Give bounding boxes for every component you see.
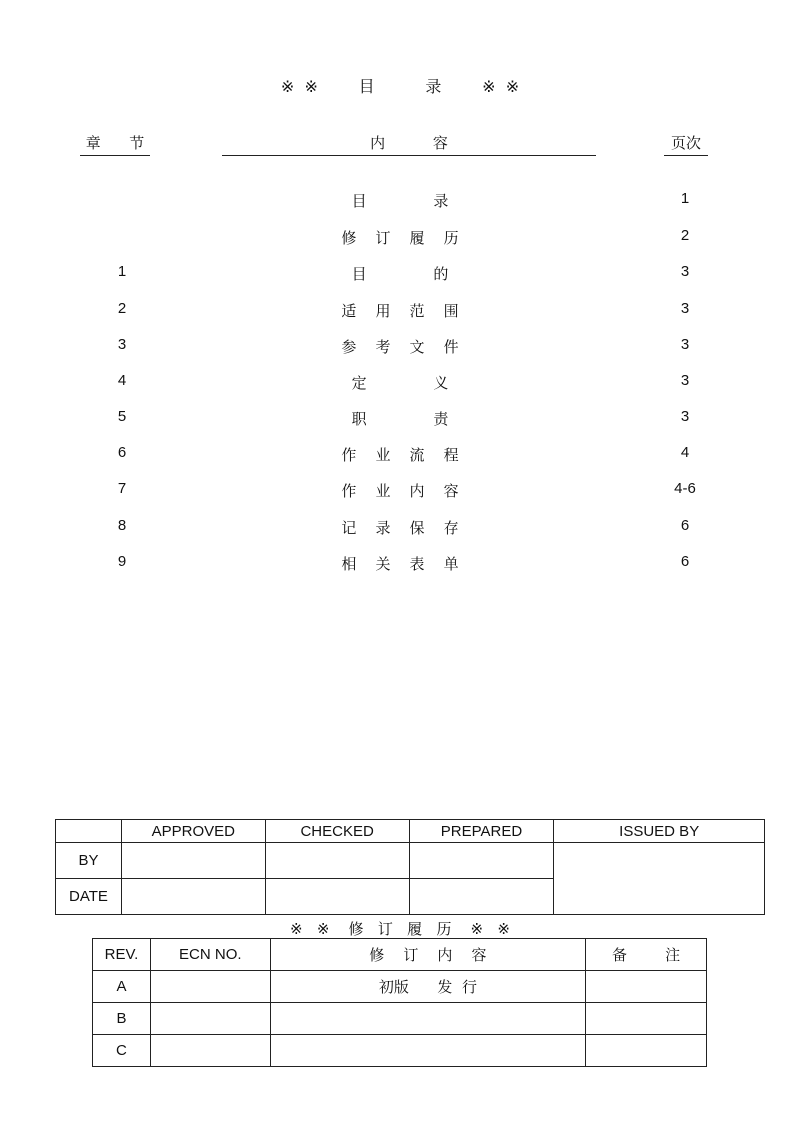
checked-header: CHECKED xyxy=(265,820,409,843)
toc-page-number: 3 xyxy=(680,336,690,353)
toc-entry-text: 职 责 xyxy=(351,410,449,428)
page-title: ※ ※ 目 录 ※ ※ xyxy=(280,77,520,96)
date-row-label: DATE xyxy=(56,879,122,915)
toc-page-number: 4 xyxy=(680,444,690,461)
toc-chapter-number: 3 xyxy=(117,336,127,353)
toc-page-number: 6 xyxy=(680,517,690,534)
toc-row xyxy=(0,227,800,257)
remarks-cell xyxy=(586,971,707,1003)
toc-row xyxy=(0,190,800,220)
toc-page-number: 3 xyxy=(680,372,690,389)
toc-entry-text: 目 的 xyxy=(351,265,449,283)
ecn-cell xyxy=(150,1003,270,1035)
toc-entry-text: 目 录 xyxy=(351,192,449,210)
chapter-column-header: 章 节 xyxy=(80,132,150,156)
checked-date-cell xyxy=(265,879,409,915)
toc-chapter-number: 2 xyxy=(117,300,127,317)
toc-row xyxy=(0,300,800,330)
toc-page-number: 3 xyxy=(680,300,690,317)
revision-content-cell xyxy=(270,1035,585,1067)
prepared-by-cell xyxy=(409,843,554,879)
toc-entry-text: 参 考 文 件 xyxy=(341,338,459,356)
rev-cell: C xyxy=(93,1035,151,1067)
toc-row xyxy=(0,480,800,510)
toc-entry-text: 记 录 保 存 xyxy=(341,519,459,537)
rev-header: REV. xyxy=(93,939,151,971)
remarks-header: 备 注 xyxy=(586,939,707,971)
toc-row xyxy=(0,408,800,438)
approved-by-cell xyxy=(121,843,265,879)
remarks-cell xyxy=(586,1035,707,1067)
toc-row xyxy=(0,263,800,293)
toc-page-number: 2 xyxy=(680,227,690,244)
prepared-date-cell xyxy=(409,879,554,915)
toc-entry-text: 作 业 流 程 xyxy=(341,446,459,464)
table-row xyxy=(93,1035,707,1067)
toc-row xyxy=(0,444,800,474)
revision-content-cell: 初版 发 行 xyxy=(270,971,585,1003)
toc-chapter-number: 5 xyxy=(117,408,127,425)
toc-row xyxy=(0,553,800,583)
toc-entry-text: 适 用 范 围 xyxy=(341,302,459,320)
toc-page-number: 3 xyxy=(680,408,690,425)
toc-chapter-number: 8 xyxy=(117,517,127,534)
approval-table xyxy=(55,819,765,915)
table-row xyxy=(93,1003,707,1035)
toc-row xyxy=(0,336,800,366)
content-column-header: 内 容 xyxy=(222,132,596,156)
toc-chapter-number: 9 xyxy=(117,553,127,570)
page-column-header: 页次 xyxy=(664,132,708,156)
toc-page-number: 4-6 xyxy=(674,480,696,497)
revision-history-table xyxy=(92,938,707,1067)
toc-chapter-number: 1 xyxy=(117,263,127,280)
toc-entry-text: 作 业 内 容 xyxy=(341,482,459,500)
toc-row xyxy=(0,517,800,547)
revision-history-title: ※ ※ 修 订 履 历 ※ ※ xyxy=(290,920,510,938)
issued-by-header: ISSUED BY xyxy=(554,820,765,843)
toc-page-number: 6 xyxy=(680,553,690,570)
approved-header: APPROVED xyxy=(121,820,265,843)
toc-entry-text: 相 关 表 单 xyxy=(341,555,459,573)
ecn-cell xyxy=(150,1035,270,1067)
approval-corner-cell xyxy=(56,820,122,843)
by-row-label: BY xyxy=(56,843,122,879)
toc-chapter-number: 6 xyxy=(117,444,127,461)
prepared-header: PREPARED xyxy=(409,820,554,843)
checked-by-cell xyxy=(265,843,409,879)
toc-page-number: 3 xyxy=(680,263,690,280)
toc-entry-text: 定 义 xyxy=(351,374,449,392)
revision-content-header: 修 订 内 容 xyxy=(270,939,585,971)
approved-date-cell xyxy=(121,879,265,915)
toc-page-number: 1 xyxy=(680,190,690,207)
rev-cell: A xyxy=(93,971,151,1003)
remarks-cell xyxy=(586,1003,707,1035)
toc-chapter-number: 7 xyxy=(117,480,127,497)
issued-by-cell xyxy=(554,843,765,915)
toc-row xyxy=(0,372,800,402)
revision-content-cell xyxy=(270,1003,585,1035)
toc-entry-text: 修 订 履 历 xyxy=(341,229,459,247)
ecn-header: ECN NO. xyxy=(150,939,270,971)
rev-cell: B xyxy=(93,1003,151,1035)
table-row xyxy=(93,971,707,1003)
ecn-cell xyxy=(150,971,270,1003)
toc-chapter-number: 4 xyxy=(117,372,127,389)
